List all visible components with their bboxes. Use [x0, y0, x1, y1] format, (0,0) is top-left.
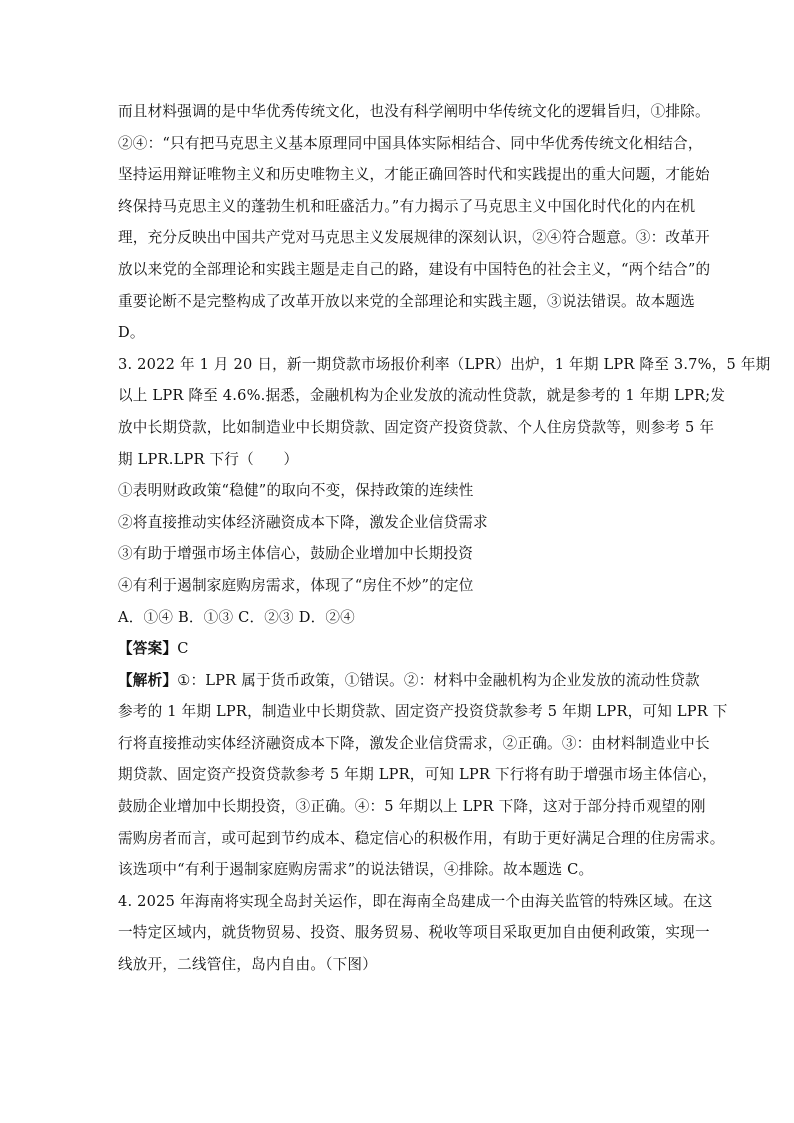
text-line: 该选项中“有利于遏制家庭购房需求”的说法错误，④排除。故本题选 C。: [118, 861, 594, 879]
text-line: 行将直接推动实体经济融资成本下降，激发企业信贷需求，②正确。③：由材料制造业中长: [118, 734, 710, 752]
question-3-stem: 3. 2022 年 1 月 20 日，新一期贷款市场报价利率（LPR）出炉，1 年期 LPR 降至 3.7%，5 年期: [118, 355, 771, 373]
analysis-text: ①：LPR 属于货币政策，①错误。②：材料中金融机构为企业发放的流动性贷款: [177, 671, 700, 689]
text-line: 一特定区域内，就货物贸易、投资、服务贸易、税收等项目采取更加自由便利政策，实现一: [118, 924, 710, 942]
text-line: 以上 LPR 降至 4.6%.据悉，金融机构为企业发放的流动性贷款，就是参考的 1 年期 LPR;发: [118, 387, 726, 405]
text-line: 参考的 1 年期 LPR，制造业中长期贷款、固定资产投资贷款参考 5 年期 LPR，可知 LPR 下: [118, 703, 728, 721]
text-line: 放中长期贷款，比如制造业中长期贷款、固定资产投资贷款、个人住房贷款等，则参考 5 年: [118, 418, 715, 436]
text-line: D。: [118, 324, 145, 342]
answer-choices: A．①④ B．①③ C．②③ D．②④: [118, 608, 355, 626]
text-line: 重要论断不是完整构成了改革开放以来党的全部理论和实践主题，③说法错误。故本题选: [118, 292, 695, 310]
analysis-line: [118, 665, 700, 697]
text-line: 放以来党的全部理论和实践主题是走自己的路，建设有中国特色的社会主义，“两个结合”的: [118, 260, 711, 278]
text-line: 终保持马克思主义的蓬勃生机和旺盛活力。”有力揭示了马克思主义中国化时代化的内在机: [118, 197, 696, 215]
text-line: 期贷款、固定资产投资贷款参考 5 年期 LPR，可知 LPR 下行将有助于增强市场主体信心，: [118, 766, 717, 784]
text-line: 而且材料强调的是中华优秀传统文化，也没有科学阐明中华传统文化的逻辑旨归，①排除。: [118, 103, 710, 120]
text-line: ②④：“只有把马克思主义基本原理同中国具体实际相结合、同中华优秀传统文化相结合，: [118, 134, 703, 152]
analysis-tag: 【解析】: [118, 671, 178, 689]
answer-line: [118, 633, 678, 665]
text-line: 期 LPR.LPR 下行（ ）: [118, 450, 299, 468]
text-line: 需购房者而言，或可起到节约成本、稳定信心的积极作用，有助于更好满足合理的住房需求。: [118, 829, 725, 847]
text-line: 鼓励企业增加中长期投资，③正确。④：5 年期以上 LPR 下降，这对于部分持币观望的刚: [118, 798, 706, 816]
option-1: ①表明财政政策“稳健”的取向不变，保持政策的连续性: [118, 482, 474, 500]
document-page: [118, 96, 771, 981]
option-2: ②将直接推动实体经济融资成本下降，激发企业信贷需求: [118, 513, 488, 531]
text-line: 线放开，二线管住，岛内自由。（下图）: [118, 956, 377, 974]
answer-value: C: [177, 640, 189, 658]
text-line: 理，充分反映出中国共产党对马克思主义发展规律的深刻认识，②④符合题意。③：改革开: [118, 229, 710, 247]
answer-tag: 【答案】: [118, 640, 178, 658]
option-4: ④有利于遏制家庭购房需求，体现了“房住不炒”的定位: [118, 576, 474, 594]
option-3: ③有助于增强市场主体信心，鼓励企业增加中长期投资: [118, 545, 474, 563]
text-line: 坚持运用辩证唯物主义和历史唯物主义，才能正确回答时代和实践提出的重大问题，才能始: [118, 166, 710, 184]
question-4-stem: 4. 2025 年海南将实现全岛封关运作，即在海南全岛建成一个由海关监管的特殊区域。在这: [118, 892, 713, 910]
